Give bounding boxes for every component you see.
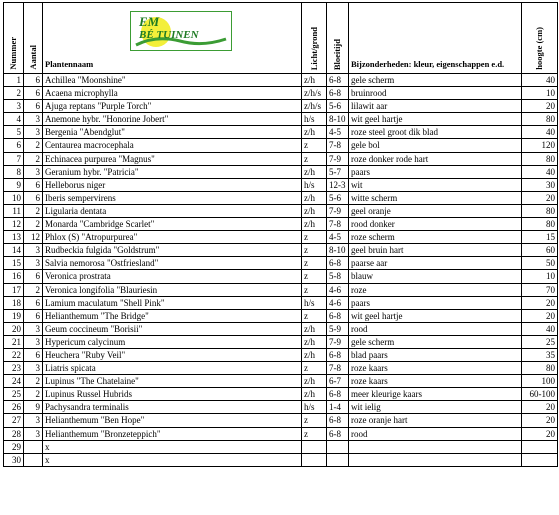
row-hoogte: 100 [522, 375, 558, 388]
row-number: 30 [4, 453, 24, 466]
row-plantennaam: Liatris spicata [43, 362, 302, 375]
row-bloeitijd: 6-8 [327, 309, 349, 322]
row-plantennaam: Helleborus niger [43, 178, 302, 191]
row-licht: z/h [302, 204, 327, 217]
row-number: 18 [4, 296, 24, 309]
row-number: 23 [4, 362, 24, 375]
row-bloeitijd: 4-5 [327, 231, 349, 244]
table-row [4, 244, 558, 257]
row-aantal: 9 [24, 401, 43, 414]
row-licht: h/s [302, 296, 327, 309]
row-bijzonderheden: gele scherm [349, 74, 522, 87]
row-plantennaam: Salvia nemorosa "Ostfriesland" [43, 257, 302, 270]
table-row [4, 296, 558, 309]
row-plantennaam: Ligularia dentata [43, 204, 302, 217]
row-plantennaam: Centaurea macrocephala [43, 139, 302, 152]
row-number: 7 [4, 152, 24, 165]
col-header-hoogte [522, 3, 558, 74]
row-bijzonderheden: meer kleurige kaars [349, 388, 522, 401]
row-hoogte: 120 [522, 139, 558, 152]
row-plantennaam: x [43, 453, 302, 466]
row-bloeitijd: 12-3 [327, 178, 349, 191]
row-aantal: 6 [24, 348, 43, 361]
plantennaam-label: Plantennaam [45, 58, 94, 69]
table-row [4, 165, 558, 178]
row-bijzonderheden: paars [349, 165, 522, 178]
row-bijzonderheden: witte scherm [349, 191, 522, 204]
col-header-nummer [4, 3, 24, 74]
row-plantennaam: Helianthemum "Bronzeteppich" [43, 427, 302, 440]
row-hoogte: 20 [522, 414, 558, 427]
row-bloeitijd: 5-6 [327, 191, 349, 204]
row-licht: z/h [302, 74, 327, 87]
row-hoogte: 80 [522, 113, 558, 126]
table-row [4, 113, 558, 126]
table-row [4, 152, 558, 165]
row-bijzonderheden: geel bruin hart [349, 244, 522, 257]
row-number: 12 [4, 218, 24, 231]
row-hoogte: 25 [522, 335, 558, 348]
row-licht: z [302, 152, 327, 165]
row-number: 9 [4, 178, 24, 191]
row-licht: z/h [302, 348, 327, 361]
row-bloeitijd: 5-7 [327, 165, 349, 178]
row-hoogte: 10 [522, 270, 558, 283]
table-row [4, 375, 558, 388]
row-licht: z [302, 414, 327, 427]
row-hoogte: 35 [522, 348, 558, 361]
row-bijzonderheden: roze oranje hart [349, 414, 522, 427]
row-number: 10 [4, 191, 24, 204]
row-hoogte: 60-100 [522, 388, 558, 401]
row-aantal: 2 [24, 152, 43, 165]
row-aantal: 6 [24, 178, 43, 191]
row-licht: z/h [302, 322, 327, 335]
hoogte-label: hoogte (cm) [534, 27, 545, 70]
row-bloeitijd: 7-9 [327, 152, 349, 165]
table-row [4, 414, 558, 427]
row-plantennaam: Iberis sempervirens [43, 191, 302, 204]
row-aantal: 6 [24, 74, 43, 87]
table-row [4, 191, 558, 204]
table-row [4, 453, 558, 466]
row-bijzonderheden: geel oranje [349, 204, 522, 217]
row-bijzonderheden: roze scherm [349, 231, 522, 244]
row-plantennaam: Helianthemum "Ben Hope" [43, 414, 302, 427]
row-bloeitijd: 1-4 [327, 401, 349, 414]
row-number: 3 [4, 100, 24, 113]
table-row [4, 270, 558, 283]
row-licht: z [302, 270, 327, 283]
row-bloeitijd: 4-5 [327, 126, 349, 139]
col-header-bloeitijd [327, 3, 349, 74]
row-licht: z [302, 231, 327, 244]
row-licht: h/s [302, 401, 327, 414]
svg-text:BÉ TUINEN: BÉ TUINEN [139, 29, 199, 41]
row-bloeitijd: 8-10 [327, 113, 349, 126]
table-row [4, 178, 558, 191]
row-licht: z/h [302, 165, 327, 178]
row-bloeitijd: 4-6 [327, 283, 349, 296]
row-licht: z/h/s [302, 100, 327, 113]
row-number: 17 [4, 283, 24, 296]
row-bijzonderheden: rood donker [349, 218, 522, 231]
row-number: 11 [4, 204, 24, 217]
row-number: 5 [4, 126, 24, 139]
row-aantal: 3 [24, 335, 43, 348]
row-licht: z/h [302, 335, 327, 348]
row-hoogte: 80 [522, 204, 558, 217]
row-hoogte: 20 [522, 296, 558, 309]
row-plantennaam: Veronica longifolia "Blauriesin [43, 283, 302, 296]
row-bloeitijd: 6-8 [327, 74, 349, 87]
row-bijzonderheden: wit geel hartje [349, 113, 522, 126]
row-aantal: 6 [24, 296, 43, 309]
row-plantennaam: Phlox (S) "Atropurpurea" [43, 231, 302, 244]
row-number: 26 [4, 401, 24, 414]
row-plantennaam: Echinacea purpurea "Magnus" [43, 152, 302, 165]
row-hoogte: 50 [522, 257, 558, 270]
row-bloeitijd: 6-8 [327, 427, 349, 440]
table-row [4, 388, 558, 401]
row-number: 19 [4, 309, 24, 322]
plant-table [3, 2, 558, 467]
row-licht: z [302, 244, 327, 257]
row-aantal: 2 [24, 204, 43, 217]
row-hoogte: 60 [522, 244, 558, 257]
row-plantennaam: x [43, 440, 302, 453]
row-hoogte: 20 [522, 401, 558, 414]
row-number: 1 [4, 74, 24, 87]
row-plantennaam: Hypericum calycinum [43, 335, 302, 348]
row-licht: z [302, 257, 327, 270]
svg-text:EM: EM [139, 14, 160, 29]
row-bijzonderheden: gele bol [349, 139, 522, 152]
row-number: 25 [4, 388, 24, 401]
row-bijzonderheden: blauw [349, 270, 522, 283]
row-aantal: 3 [24, 126, 43, 139]
row-aantal: 2 [24, 139, 43, 152]
row-licht: z/h [302, 191, 327, 204]
row-bijzonderheden: wit [349, 178, 522, 191]
row-plantennaam: Heuchera "Ruby Veil" [43, 348, 302, 361]
plant-rows [4, 74, 558, 467]
col-header-bijzonderheden [349, 3, 522, 74]
row-hoogte: 80 [522, 152, 558, 165]
row-aantal: 3 [24, 165, 43, 178]
table-row [4, 257, 558, 270]
row-number: 20 [4, 322, 24, 335]
row-hoogte: 30 [522, 178, 558, 191]
row-plantennaam: Geum coccineum "Borisii" [43, 322, 302, 335]
table-row [4, 100, 558, 113]
row-bijzonderheden: paars [349, 296, 522, 309]
row-licht: z/h [302, 375, 327, 388]
row-plantennaam: Veronica prostrata [43, 270, 302, 283]
row-bloeitijd: 6-8 [327, 388, 349, 401]
row-plantennaam: Lupinus Russel Hubrids [43, 388, 302, 401]
row-number: 2 [4, 87, 24, 100]
row-licht: h/s [302, 113, 327, 126]
row-bloeitijd: 5-8 [327, 270, 349, 283]
row-plantennaam: Bergenia "Abendglut" [43, 126, 302, 139]
row-number: 14 [4, 244, 24, 257]
row-aantal: 6 [24, 309, 43, 322]
row-licht [302, 453, 327, 466]
row-hoogte: 40 [522, 126, 558, 139]
table-row [4, 87, 558, 100]
row-number: 24 [4, 375, 24, 388]
row-licht: z [302, 362, 327, 375]
row-licht: z/h [302, 218, 327, 231]
row-bijzonderheden: lilawit aar [349, 100, 522, 113]
row-bloeitijd: 6-8 [327, 348, 349, 361]
row-aantal: 2 [24, 375, 43, 388]
licht-label: Licht/grond [308, 26, 319, 70]
row-aantal: 2 [24, 388, 43, 401]
bijzonderheden-label: Bijzonderheden: kleur, eigenschappen e.d. [351, 58, 505, 69]
row-aantal: 3 [24, 257, 43, 270]
row-hoogte: 20 [522, 427, 558, 440]
row-plantennaam: Ajuga reptans "Purple Torch" [43, 100, 302, 113]
row-hoogte: 80 [522, 218, 558, 231]
row-licht [302, 440, 327, 453]
table-row [4, 440, 558, 453]
row-bloeitijd: 7-8 [327, 218, 349, 231]
row-aantal: 3 [24, 414, 43, 427]
row-bloeitijd: 7-8 [327, 362, 349, 375]
row-hoogte: 20 [522, 191, 558, 204]
row-bijzonderheden: roze kaars [349, 375, 522, 388]
col-header-plantennaam [43, 3, 302, 74]
row-hoogte: 20 [522, 100, 558, 113]
row-hoogte: 20 [522, 309, 558, 322]
row-number: 28 [4, 427, 24, 440]
row-bloeitijd [327, 453, 349, 466]
row-bijzonderheden: roze steel groot dik blad [349, 126, 522, 139]
table-row [4, 309, 558, 322]
row-bijzonderheden: roze kaars [349, 362, 522, 375]
row-hoogte: 10 [522, 87, 558, 100]
row-aantal: 3 [24, 113, 43, 126]
row-bijzonderheden: roze donker rode hart [349, 152, 522, 165]
row-aantal: 3 [24, 244, 43, 257]
table-row [4, 126, 558, 139]
row-number: 6 [4, 139, 24, 152]
row-aantal: 2 [24, 283, 43, 296]
table-row [4, 401, 558, 414]
row-hoogte [522, 440, 558, 453]
row-licht: h/s [302, 178, 327, 191]
row-plantennaam: Anemone hybr. "Honorine Jobert" [43, 113, 302, 126]
embe-tuinen-logo [130, 11, 232, 51]
table-row [4, 218, 558, 231]
row-licht: z [302, 283, 327, 296]
row-bijzonderheden: wit geel hartje [349, 309, 522, 322]
row-bloeitijd: 8-10 [327, 244, 349, 257]
row-number: 15 [4, 257, 24, 270]
row-licht: z [302, 309, 327, 322]
table-row [4, 427, 558, 440]
row-bijzonderheden: blad paars [349, 348, 522, 361]
row-aantal: 6 [24, 270, 43, 283]
row-number: 21 [4, 335, 24, 348]
row-number: 27 [4, 414, 24, 427]
row-aantal: 3 [24, 362, 43, 375]
row-bijzonderheden: paarse aar [349, 257, 522, 270]
col-header-aantal [24, 3, 43, 74]
row-bloeitijd: 4-6 [327, 296, 349, 309]
row-number: 4 [4, 113, 24, 126]
table-row [4, 204, 558, 217]
row-bijzonderheden: roze [349, 283, 522, 296]
row-bloeitijd: 7-9 [327, 204, 349, 217]
row-plantennaam: Lamium maculatum "Shell Pink" [43, 296, 302, 309]
row-bloeitijd: 7-9 [327, 335, 349, 348]
row-aantal [24, 453, 43, 466]
row-bloeitijd: 5-9 [327, 322, 349, 335]
row-hoogte: 15 [522, 231, 558, 244]
row-licht: z [302, 427, 327, 440]
bloeitijd-label: Bloeitijd [332, 38, 343, 70]
row-aantal: 3 [24, 322, 43, 335]
row-hoogte: 40 [522, 322, 558, 335]
row-plantennaam: Monarda "Cambridge Scarlet" [43, 218, 302, 231]
table-row [4, 283, 558, 296]
row-hoogte: 40 [522, 74, 558, 87]
row-licht: z/h [302, 388, 327, 401]
row-bijzonderheden: wit ielig [349, 401, 522, 414]
header-row [4, 3, 558, 74]
row-aantal: 2 [24, 218, 43, 231]
row-number: 22 [4, 348, 24, 361]
row-aantal: 6 [24, 100, 43, 113]
row-bloeitijd: 6-8 [327, 257, 349, 270]
row-bloeitijd [327, 440, 349, 453]
table-row [4, 74, 558, 87]
row-licht: z/h [302, 126, 327, 139]
aantal-label: Aantal [27, 45, 38, 70]
row-plantennaam: Geranium hybr. "Patricia" [43, 165, 302, 178]
row-bloeitijd: 6-8 [327, 87, 349, 100]
row-bloeitijd: 5-6 [327, 100, 349, 113]
row-aantal [24, 440, 43, 453]
row-licht: z [302, 139, 327, 152]
row-plantennaam: Helianthemum "The Bridge" [43, 309, 302, 322]
row-bijzonderheden: rood [349, 322, 522, 335]
row-bloeitijd: 7-8 [327, 139, 349, 152]
row-bloeitijd: 6-8 [327, 414, 349, 427]
table-row [4, 348, 558, 361]
row-plantennaam: Acaena microphylla [43, 87, 302, 100]
row-bijzonderheden: gele scherm [349, 335, 522, 348]
row-plantennaam: Pachysandra terminalis [43, 401, 302, 414]
row-aantal: 6 [24, 191, 43, 204]
row-bijzonderheden: rood [349, 427, 522, 440]
table-row [4, 322, 558, 335]
row-bijzonderheden: bruinrood [349, 87, 522, 100]
table-row [4, 362, 558, 375]
row-hoogte: 70 [522, 283, 558, 296]
table-row [4, 231, 558, 244]
row-aantal: 3 [24, 427, 43, 440]
row-number: 16 [4, 270, 24, 283]
row-bloeitijd: 6-7 [327, 375, 349, 388]
row-hoogte: 40 [522, 165, 558, 178]
row-hoogte: 80 [522, 362, 558, 375]
row-plantennaam: Rudbeckia fulgida "Goldstrum" [43, 244, 302, 257]
row-bijzonderheden [349, 453, 522, 466]
row-plantennaam: Achillea "Moonshine" [43, 74, 302, 87]
row-aantal: 6 [24, 87, 43, 100]
row-licht: z/h/s [302, 87, 327, 100]
table-row [4, 139, 558, 152]
table-row [4, 335, 558, 348]
row-number: 8 [4, 165, 24, 178]
row-aantal: 12 [24, 231, 43, 244]
row-number: 13 [4, 231, 24, 244]
row-plantennaam: Lupinus "The Chatelaine" [43, 375, 302, 388]
row-bijzonderheden [349, 440, 522, 453]
col-header-licht [302, 3, 327, 74]
row-number: 29 [4, 440, 24, 453]
nummer-label: Nummer [8, 37, 19, 70]
row-hoogte [522, 453, 558, 466]
